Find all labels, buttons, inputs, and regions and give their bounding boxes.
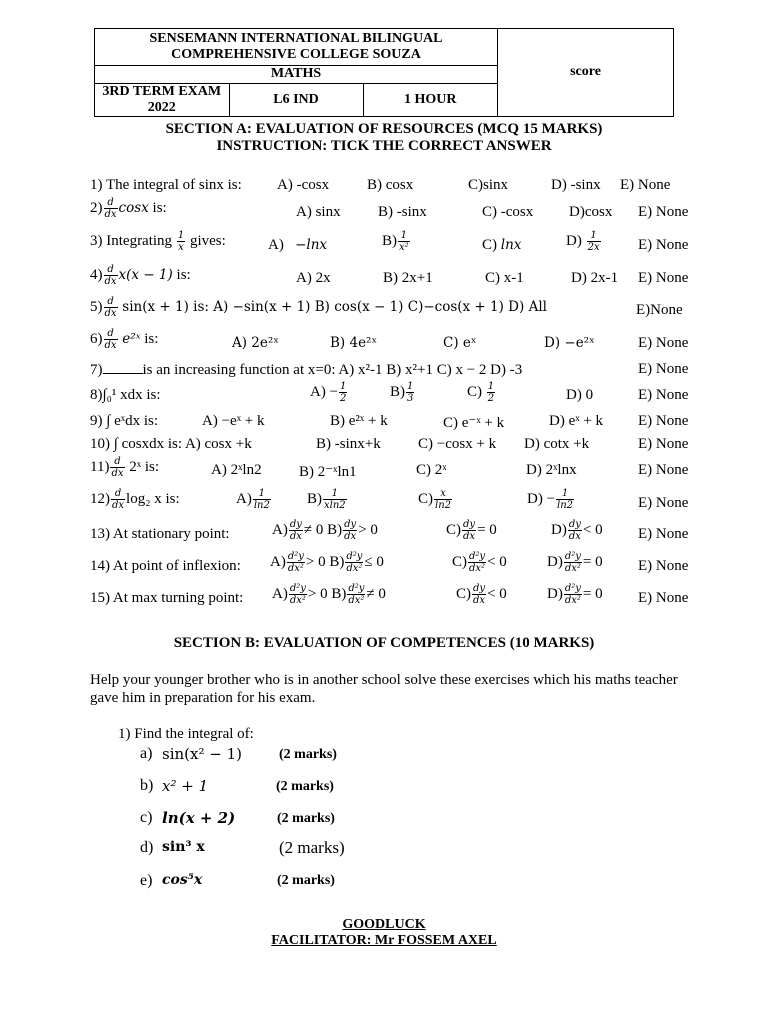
item-e-expr: cos⁵x <box>162 872 203 888</box>
q2-stem <box>90 197 167 220</box>
q15-c-tail: < 0 <box>487 585 507 602</box>
q8-option-d: D) 0 <box>566 387 594 403</box>
q6-number: 6) <box>90 330 103 347</box>
q12-option-d <box>527 488 575 511</box>
q12-number: 12) <box>90 490 110 507</box>
goodluck: GOODLUCK <box>342 917 426 932</box>
q9-option-c: C) e⁻ˣ + k <box>443 415 505 431</box>
q13-d-frac <box>568 519 582 542</box>
q15-option-c <box>456 583 507 606</box>
q12-b-frac <box>323 488 347 511</box>
q12-option-e: E) None <box>638 495 689 511</box>
frac-num: dy <box>344 519 357 530</box>
q14-b-frac <box>345 551 363 574</box>
item-b-label: b) <box>140 777 154 794</box>
q4-stem <box>90 264 191 287</box>
q2-option-c: C) -cosx <box>482 204 534 220</box>
item-d-label: d) <box>140 839 154 856</box>
frac-num: d <box>104 296 118 308</box>
q1-option-e: E) None <box>620 177 671 193</box>
q6-option-a: A) 2e²ˣ <box>232 335 280 351</box>
q8-a-label: A) − <box>310 383 339 400</box>
duration: 1 HOUR <box>363 83 497 116</box>
frac-num: d²y <box>564 551 581 562</box>
q13-d-label: D) <box>551 521 567 538</box>
q11-option-c: C) 2ˣ <box>416 462 447 478</box>
q3-frac <box>177 230 185 253</box>
frac-num: 1 <box>340 381 347 392</box>
q3-option-c <box>482 237 521 254</box>
q6-is: is: <box>144 330 159 347</box>
item-e-marks: (2 marks) <box>277 873 335 888</box>
q15-c-label: C) <box>456 585 471 602</box>
q13-c-label: C) <box>446 521 461 538</box>
q10-option-d: D) cotx +k <box>524 436 590 452</box>
q12-option-b <box>307 488 348 511</box>
frac-den: ln2 <box>435 500 452 511</box>
q4-expr: x(x − 1) <box>118 266 173 283</box>
item-d-expr: sin³ x <box>162 839 205 855</box>
q15-a-frac <box>289 583 307 606</box>
frac-num: d <box>104 197 118 209</box>
q14-d-frac <box>564 551 582 574</box>
q8-b-label: B) <box>390 383 405 400</box>
frac-den: dx <box>463 531 476 542</box>
frac-den: dx <box>104 340 117 351</box>
q9-option-b: B) e²ˣ + k <box>330 413 388 429</box>
q8-option-c <box>467 381 496 404</box>
q12-c-label: C) <box>418 490 433 507</box>
frac-den: ln2 <box>253 500 270 511</box>
q3-d-frac <box>587 230 601 253</box>
item-c-marks: (2 marks) <box>277 811 335 826</box>
header-table <box>94 28 674 117</box>
q14-option-a-b <box>270 551 384 574</box>
frac-den: dx <box>473 595 486 606</box>
q11-expr: 2ˣ is: <box>129 458 160 475</box>
q5-stem <box>90 296 547 319</box>
q15-d-label: D) <box>547 585 563 602</box>
q8-option-b <box>390 381 415 404</box>
q7-blank <box>103 361 143 374</box>
item-a-marks: (2 marks) <box>279 747 337 762</box>
frac-den: dx <box>104 308 117 319</box>
q14-b-tail: ≤ 0 <box>364 553 384 570</box>
q8-a-frac <box>339 381 347 404</box>
q12-a-frac <box>253 488 271 511</box>
frac-den: dx <box>111 468 124 479</box>
q13-option-a-b <box>272 519 378 542</box>
subject: MATHS <box>95 65 497 83</box>
frac-num: d²y <box>469 551 486 562</box>
frac-num: 1 <box>177 230 185 241</box>
q13-a-tail: ≠ 0 B) <box>303 521 343 538</box>
q12-stem <box>90 488 180 511</box>
q14-a-frac <box>287 551 305 574</box>
frac-num: d²y <box>287 551 304 562</box>
frac-den: dx² <box>564 595 581 606</box>
q13-b-tail: > 0 <box>358 521 378 538</box>
facilitator: FACILITATOR: Mr FOSSEM AXEL <box>271 933 497 948</box>
frac-num: 1 <box>323 488 347 500</box>
frac-num: d²y <box>564 583 581 594</box>
q6-option-e: E) None <box>638 335 689 351</box>
frac-den: dx² <box>346 563 363 574</box>
q1-stem: 1) The integral of sinx is: <box>90 177 242 193</box>
q12-d-frac <box>556 488 574 511</box>
q14-d-tail: = 0 <box>582 553 603 570</box>
q3-option-e: E) None <box>638 237 689 253</box>
frac-den: ln2 <box>557 500 574 511</box>
q15-b-tail: ≠ 0 <box>366 585 386 602</box>
score-label: score <box>570 64 601 80</box>
q3-stem <box>90 230 226 253</box>
q11-number: 11) <box>90 458 110 475</box>
q3-b-frac <box>398 230 410 253</box>
q4-is: is: <box>176 266 191 283</box>
school-line-1: SENSEMANN INTERNATIONAL BILINGUAL <box>149 30 443 46</box>
q10-option-b: B) -sinx+k <box>316 436 381 452</box>
q8-stem: 8)∫₀¹ xdx is: <box>90 387 161 403</box>
frac-den: 3 <box>407 393 414 404</box>
q1-option-b: B) cosx <box>367 177 414 193</box>
q3-c-value: lnx <box>500 237 522 253</box>
q13-a-label: A) <box>272 521 288 538</box>
frac-num: 1 <box>487 381 495 392</box>
q7-text: is an increasing function at x=0: A) x²-1 B) x²+1 C) x − 2 D) -3 <box>142 362 523 378</box>
q7-number: 7) <box>90 362 103 378</box>
q12-b-label: B) <box>307 490 322 507</box>
q6-expr: e²ˣ <box>122 330 141 347</box>
q11-option-b: B) 2⁻ˣln1 <box>299 464 357 480</box>
frac-num: d²y <box>348 583 365 594</box>
q2-derivative <box>104 197 118 220</box>
frac-num: 1 <box>407 381 414 392</box>
q11-option-d: D) 2ˣlnx <box>526 462 577 478</box>
q15-option-e: E) None <box>638 590 689 606</box>
item-b-marks: (2 marks) <box>276 779 334 794</box>
q4-number: 4) <box>90 266 103 283</box>
q9-stem: 9) ∫ eˣdx is: <box>90 413 159 429</box>
item-c-label: c) <box>140 809 153 826</box>
q2-option-d: D)cosx <box>569 204 613 220</box>
q2-option-e: E) None <box>638 204 689 220</box>
q13-a-frac <box>289 519 303 542</box>
q13-option-d <box>551 519 603 542</box>
q2-option-b: B) -sinx <box>378 204 427 220</box>
frac-num: d²y <box>346 551 363 562</box>
q6-stem <box>90 328 158 351</box>
q5-number: 5) <box>90 298 103 315</box>
frac-num: d <box>104 328 118 340</box>
q12-a-label: A) <box>236 490 252 507</box>
q1-option-a: A) -cosx <box>277 177 330 193</box>
q3-gives: gives: <box>189 232 226 249</box>
frac-num: d²y <box>289 583 306 594</box>
frac-num: x <box>434 488 452 500</box>
q3-a-value: −lnx <box>295 237 328 253</box>
frac-den: 2x <box>587 242 600 253</box>
q13-b-frac <box>343 519 357 542</box>
frac-num: dy <box>463 519 476 530</box>
q12-option-a <box>236 488 272 511</box>
class-name: L6 IND <box>229 83 363 116</box>
q14-option-e: E) None <box>638 558 689 574</box>
q11-option-e: E) None <box>638 462 689 478</box>
q2-expr: cosx <box>118 199 149 216</box>
q14-stem: 14) At point of inflexion: <box>90 558 241 574</box>
q15-d-tail: = 0 <box>582 585 603 602</box>
frac-den: dx² <box>564 563 581 574</box>
q3-option-d <box>566 230 602 253</box>
q3-number: 3) Integrating <box>90 232 173 249</box>
q6-derivative <box>104 328 118 351</box>
item-c-expr: ln(x + 2) <box>162 809 236 827</box>
q8-option-a <box>310 381 348 404</box>
q9-option-e: E) None <box>638 413 689 429</box>
q6-option-d: D) −e²ˣ <box>544 335 595 351</box>
q13-stem: 13) At stationary point: <box>90 526 230 542</box>
section-b-question-1: 1) Find the integral of: <box>118 726 254 742</box>
frac-den: x <box>178 242 184 253</box>
exam-title: 3RD TERM EXAM 2022 <box>95 83 229 116</box>
q4-option-e: E) None <box>638 270 689 286</box>
frac-num: 1 <box>253 488 271 500</box>
q15-b-frac <box>347 583 365 606</box>
q13-option-c <box>446 519 497 542</box>
q5-option-e: E)None <box>636 302 683 318</box>
frac-den: dx <box>112 500 125 511</box>
frac-den: 2 <box>487 393 495 404</box>
q7-stem <box>90 361 522 379</box>
frac-den: dx² <box>469 563 486 574</box>
q9-option-d: D) eˣ + k <box>549 413 604 429</box>
frac-den: dx <box>344 531 357 542</box>
frac-den: x² <box>399 242 409 253</box>
frac-den: dx <box>104 276 117 287</box>
section-b-intro: Help your younger brother who is in another school solve these exercises which his maths teacher gave him in preparation for his exam. <box>90 672 678 706</box>
q12-option-c <box>418 488 453 511</box>
q14-d-label: D) <box>547 553 563 570</box>
section-a-instruction: INSTRUCTION: TICK THE CORRECT ANSWER <box>216 138 552 154</box>
q3-a-label: A) <box>268 237 284 253</box>
q8-c-frac <box>487 381 495 404</box>
q7-option-e: E) None <box>638 361 689 377</box>
item-a-expr: sin(x² − 1) <box>162 745 242 763</box>
q12-derivative <box>111 488 125 511</box>
q4-option-c: C) x-1 <box>485 270 524 286</box>
score-box <box>498 29 674 117</box>
q3-c-label: C) <box>482 237 497 253</box>
q3-b-label: B) <box>382 232 397 249</box>
q8-c-label: C) <box>467 383 482 400</box>
q12-d-label: D) − <box>527 490 556 507</box>
frac-den: dx <box>568 531 581 542</box>
q2-option-a: A) sinx <box>296 204 341 220</box>
q8-b-frac <box>406 381 414 404</box>
q15-option-a-b <box>272 583 386 606</box>
item-d-marks: (2 marks) <box>279 838 345 857</box>
section-a-title: SECTION A: EVALUATION OF RESOURCES (MCQ 15 MARKS) <box>165 121 603 137</box>
section-b-title: SECTION B: EVALUATION OF COMPETENCES (10 MARKS) <box>173 635 595 651</box>
item-a-label: a) <box>140 745 153 762</box>
q6-option-b: B) 4e²ˣ <box>330 335 378 351</box>
q1-option-c: C)sinx <box>468 177 509 193</box>
q4-option-b: B) 2x+1 <box>383 270 433 286</box>
q4-derivative <box>104 264 118 287</box>
frac-den: dx² <box>348 595 365 606</box>
frac-den: 2 <box>340 393 347 404</box>
frac-num: 1 <box>398 230 410 242</box>
q14-a-tail: > 0 B) <box>305 553 345 570</box>
q12-expr: log₂ x is: <box>126 490 180 507</box>
frac-den: dx² <box>289 595 306 606</box>
frac-den: xln2 <box>324 500 346 511</box>
q15-d-frac <box>564 583 582 606</box>
frac-num: 1 <box>556 488 574 500</box>
q15-option-d <box>547 583 603 606</box>
q15-stem: 15) At max turning point: <box>90 590 244 606</box>
q3-d-label: D) <box>566 232 582 249</box>
q10-option-e: E) None <box>638 436 689 452</box>
q12-c-frac <box>434 488 452 511</box>
q13-d-tail: < 0 <box>582 521 603 538</box>
frac-num: dy <box>473 583 486 594</box>
item-b-expr: x² + 1 <box>162 777 209 795</box>
frac-num: d <box>111 488 125 500</box>
frac-num: dy <box>289 519 302 530</box>
q10-option-c: C) −cosx + k <box>418 436 497 452</box>
q14-c-label: C) <box>452 553 467 570</box>
q15-a-label: A) <box>272 585 288 602</box>
q14-option-d <box>547 551 603 574</box>
frac-num: d <box>104 264 118 276</box>
q10-stem: 10) ∫ cosxdx is: A) cosx +k <box>90 436 252 452</box>
frac-num: d <box>110 456 124 468</box>
q13-c-frac <box>462 519 476 542</box>
q9-option-a: A) −eˣ + k <box>202 413 265 429</box>
q14-a-label: A) <box>270 553 286 570</box>
q4-option-a: A) 2x <box>296 270 331 286</box>
frac-num: 1 <box>587 230 601 242</box>
q5-text: sin(x + 1) is: A) −sin(x + 1) B) cos(x − 1) C)−cos(x + 1) D) All <box>122 298 547 315</box>
q3-option-b <box>382 230 411 253</box>
q11-option-a: A) 2ˣln2 <box>211 462 262 478</box>
q14-option-c <box>452 551 507 574</box>
school-line-2: COMPREHENSIVE COLLEGE SOUZA <box>171 46 421 62</box>
frac-den: dx² <box>287 563 304 574</box>
q11-derivative <box>110 456 124 479</box>
q5-derivative <box>104 296 118 319</box>
q13-c-tail: = 0 <box>477 521 497 538</box>
q8-option-e: E) None <box>638 387 689 403</box>
q13-option-e: E) None <box>638 526 689 542</box>
q2-number: 2) <box>90 199 103 216</box>
q1-option-d: D) -sinx <box>551 177 601 193</box>
item-e-label: e) <box>140 872 153 889</box>
q6-option-c: C) eˣ <box>443 335 477 351</box>
q14-c-tail: < 0 <box>487 553 507 570</box>
q2-is: is: <box>152 199 167 216</box>
q4-option-d: D) 2x-1 <box>571 270 619 286</box>
q11-stem <box>90 456 159 479</box>
frac-den: dx <box>289 531 302 542</box>
q15-c-frac <box>472 583 486 606</box>
school-name <box>95 29 497 65</box>
frac-num: dy <box>568 519 581 530</box>
q14-c-frac <box>468 551 486 574</box>
frac-den: dx <box>104 209 117 220</box>
q3-option-a <box>268 237 327 254</box>
q15-a-tail: > 0 B) <box>307 585 347 602</box>
